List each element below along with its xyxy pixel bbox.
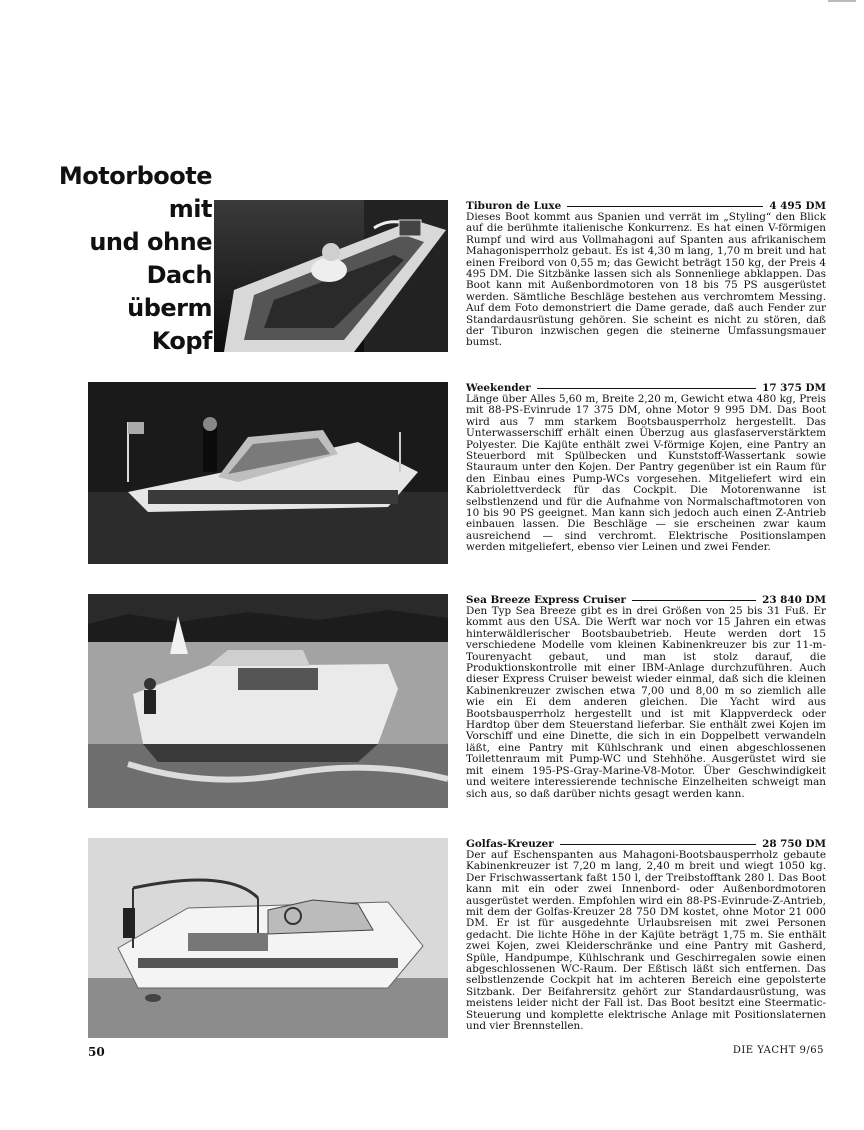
title-rule [632,600,756,601]
headline-line: überm [127,294,212,322]
headline-line: und ohne [89,228,212,256]
article-weekender [466,382,826,554]
headline-line: Dach [146,261,212,289]
article-body: Den Typ Sea Breeze gibt es in drei Größen von 25 bis 31 Fuß. Er kommt aus den USA. Die Werft war noch vor 15 Jahren ein etwas hinterwäldlerischer Bootsbaubetrieb. Heute werden dort 15 verschiedene Modelle vom kleinen Kabinenkreuzer bis zur 11-m-Tourenyacht gebaut, und man ist stolz darauf, die Produktionskontrolle mit einer IBM-Anlage durchzuführen. Auch dieser Express Cruiser beweist wieder einmal, daß sich die kleinen Kabinenkreuzer zwischen etwa 7,00 und 8,00 m so ziemlich alle wie ein Ei dem anderen gleichen. Die Yacht wird aus Bootsbausperrholz hergestellt und ist mit Klappverdeck oder Hardtop über dem Steuerstand lieferbar. Sie enthält zwei Kojen im Vorschiff und eine Dinette, die sich in ein Doppelbett verwandeln läßt, eine Pantry mit Kühlschrank und einen abgeschlossenen Toilettenraum mit Pump-WC und Stehhöhe. Ausgerüstet wird sie mit einem 195-PS-Gray-Marine-V8-Motor. Über Geschwindigkeit und weitere interessierende technische Einzelheiten schweigt man sich aus, so daß darüber nichts gesagt werden kann. [466,605,826,800]
article-body: Länge über Alles 5,60 m, Breite 2,20 m, Gewicht etwa 480 kg, Preis mit 88-PS-Evinrude 17 375 DM, ohne Motor 9 995 DM. Das Boot wird aus 7 mm starkem Bootsbausperrholz hergestellt. Das Unterwasserschiff erhält einen Überzug aus glasfaserverstärktem Polyester. Die Kajüte enthält zwei V-förmige Kojen, eine Pantry an Steuerbord mit Spülbecken und Kunststoff-Wassertank sowie Stauraum unter den Kojen. Der Pantry gegenüber ist ein Raum für den Einbau eines Pump-WCs vorgesehen. Mitgeliefert wird ein Kabriolettverdeck für das Cockpit. Die Motorenwanne ist selbstlenzend und für die Aufnahme von Normalschaftmotoren von 10 bis 90 PS geeignet. Man kann sich jedoch auch einen Z-Antrieb einbauen lassen. Die Beschläge — sie erscheinen zwar kaum ausreichend — sind verchromt. Elektrische Positionslampen werden mitgeliefert, ebenso vier Leinen und zwei Fender. [466,393,826,554]
photo-weekender [88,382,448,564]
page-number: 50 [88,1045,105,1059]
article-title: Tiburon de Luxe [466,200,562,212]
publication-footer: DIE YACHT 9/65 [732,1045,824,1056]
article-title: Sea Breeze Express Cruiser [466,594,627,606]
headline-line: Motorboote [58,162,212,190]
photo-golfas [88,838,448,1038]
title-rule [537,388,756,389]
scan-edge-mark [828,0,856,2]
article-body: Dieses Boot kommt aus Spanien und verrät im „Styling“ den Blick auf die berühmte italienische Konkurrenz. Es hat einen V-förmigen Rumpf und wird aus Vollmahagoni auf Spanten aus afrikanischem Mahagonisperrholz gebaut. Es ist 4,30 m lang, 1,70 m breit und hat einen Freibord von 0,55 m; das Gewicht beträgt 150 kg, der Preis 4 495 DM. Die Sitzbänke lassen sich als Sonnenliege abklappen. Das Boot kann mit Außenbordmotoren von 18 bis 75 PS ausgerüstet werden. Sämtliche Beschläge bestehen aus verchromtem Messing. Auf dem Foto demonstriert die Dame gerade, daß auch Fender zur Standardausrüstung gehören. Sie scheint es nicht zu stören, daß der Tiburon inzwischen gegen die steinerne Umfassungsmauer bumst. [466,211,826,349]
article-body: Der auf Eschenspanten aus Mahagoni-Bootsbausperrholz gebaute Kabinenkreuzer ist 7,20 m lang, 2,40 m breit und wiegt 1050 kg. Der Frischwassertank faßt 150 l, der Treibstofftank 280 l. Das Boot kann mit ein oder zwei Innenbord- oder Außenbordmotoren ausgerüstet werden. Empfohlen wird ein 88-PS-Evinrude-Z-Antrieb, mit dem der Golfas-Kreuzer 28 750 DM kostet, ohne Motor 21 000 DM. Er ist für ausgedehnte Urlaubsreisen mit zwei Personen gedacht. Die lichte Höhe in der Kajüte beträgt 1,75 m. Sie enthält zwei Kojen, zwei Kleiderschränke und eine Pantry mit Gasherd, Spüle, Handpumpe, Kühlschrank und Geschirregalen sowie einen abgeschlossenen WC-Raum. Der Eßtisch läßt sich entfernen. Das selbstlenzende Cockpit hat im achteren Bereich eine gepolsterte Sitzbank. Der Beifahrersitz gehört zur Standardausrüstung, was meistens leider nicht der Fall ist. Das Boot besitzt eine Steermatic-Steuerung und komplette elektrische Anlage mit Positionslaternen und vier Brennstellen. [466,849,826,1033]
article-title: Golfas-Kreuzer [466,838,554,850]
article-golfas [466,838,826,1033]
article-price: 28 750 DM [762,838,826,850]
article-sea-breeze [466,594,826,800]
article-price: 17 375 DM [762,382,826,394]
title-rule [560,844,756,845]
headline-line: mit [168,195,212,223]
page-headline [59,160,212,358]
title-rule [567,206,763,207]
photo-sea-breeze [88,594,448,808]
photo-tiburon [214,200,448,352]
article-tiburon [466,200,826,349]
article-price: 23 840 DM [762,594,826,606]
headline-line: Kopf [151,327,212,355]
article-title: Weekender [466,382,531,394]
article-price: 4 495 DM [769,200,826,212]
